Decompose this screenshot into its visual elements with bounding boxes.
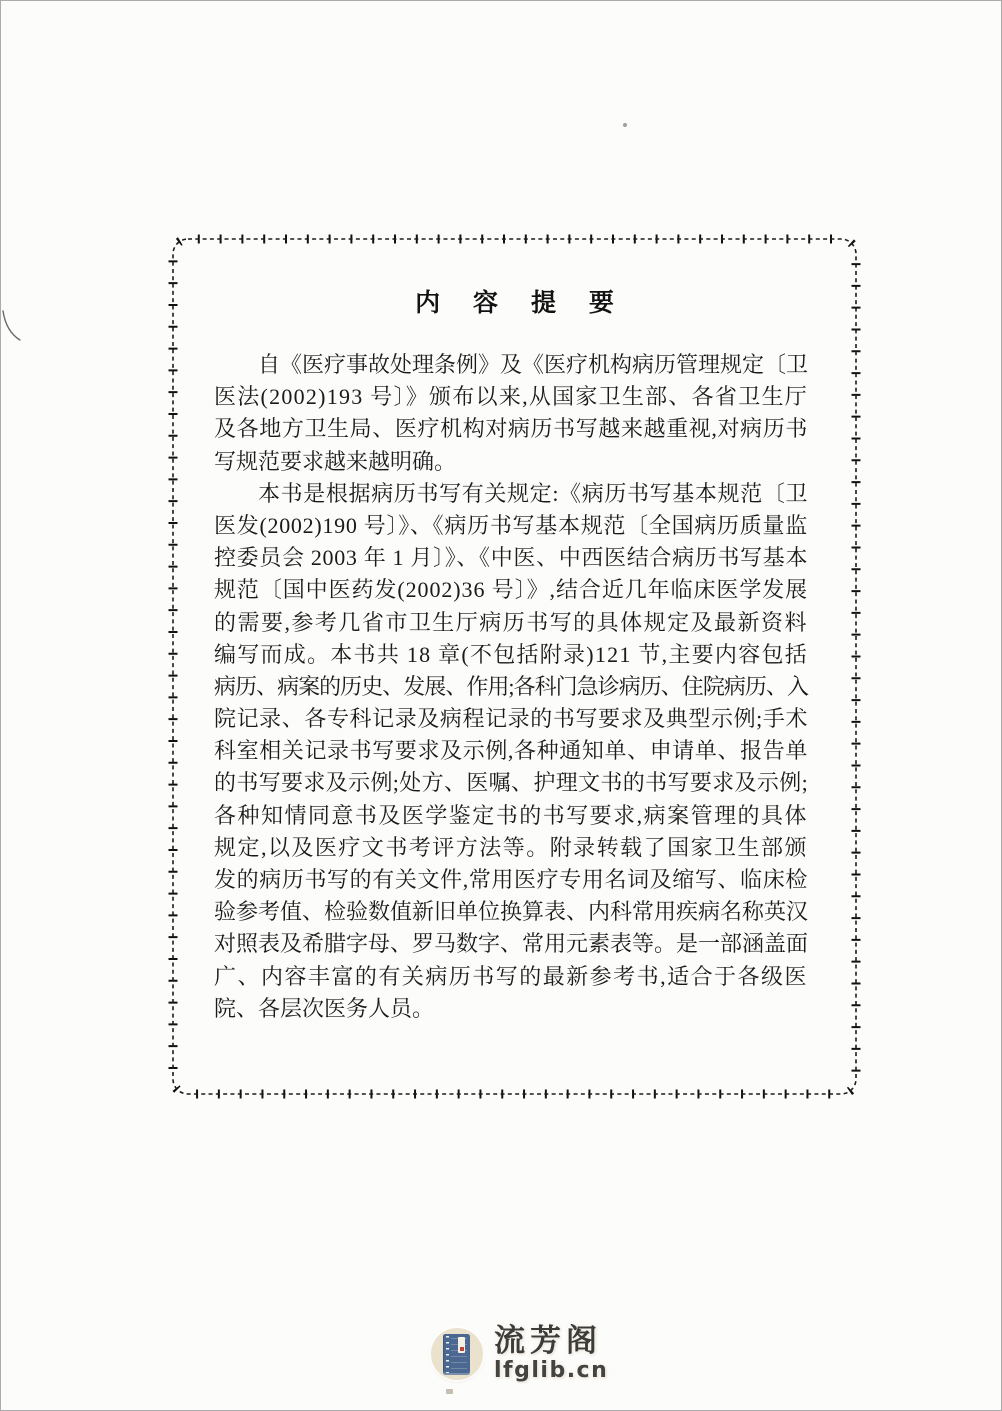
text-line [214,446,808,478]
text-line [214,735,808,767]
text-line [214,671,808,703]
text-line [214,800,808,832]
pen-stroke-artifact [1,297,23,349]
text-line-content: 发的病历书写的有关文件,常用医疗专用名词及缩写、临床检 [214,867,808,892]
text-line [214,607,808,639]
text-line-content: 验参考值、检验数值新旧单位换算表、内科常用疾病名称英汉 [214,899,809,925]
text-line-content: 规范〔国中医药发(2002)36 号〕》,结合近几年临床医学发展 [214,577,809,603]
text-line-content: 的书写要求及示例;处方、医嘱、护理文书的书写要求及示例; [214,770,809,796]
text-line [214,381,808,413]
watermark-site-name: 流芳阁 [494,1323,602,1358]
text-line-content: 院记录、各专科记录及病程记录的书写要求及典型示例;手术 [214,706,809,732]
text-line [214,896,808,928]
text-line-content: 对照表及希腊字母、罗马数字、常用元素表等。是一部涵盖面 [214,931,809,957]
text-line [214,574,808,606]
text-line-content: 医法(2002)193 号〕》颁布以来,从国家卫生部、各省卫生厅 [214,384,808,410]
text-line [258,478,808,510]
summary-text [214,349,808,1025]
text-line-content: 控委员会 2003 年 1 月〕》、《中医、中西医结合病历书写基本 [214,545,809,571]
text-line [214,639,808,671]
page-title: 内 容 提 要 [415,289,627,317]
book-cover [443,1334,470,1375]
summary-box [168,234,861,1099]
text-line-content: 医发(2002)190 号〕》、《病历书写基本规范〔全国病历质量监 [214,512,808,538]
text-line [214,832,808,864]
text-line [214,510,808,542]
text-line [214,542,808,574]
text-line-content: 本书是根据病历书写有关规定:《病历书写基本规范〔卫 [258,480,809,506]
book-title-label [458,1337,465,1353]
thread-bound-book-icon [431,1328,483,1380]
paper-fleck-artifact [446,1389,453,1394]
text-line [214,767,808,799]
book-spine-stitches [446,1336,449,1373]
text-line-content: 科室相关记录书写要求及示例,各种通知单、申请单、报告单 [214,738,808,764]
text-line [214,703,808,735]
text-line-content: 编写而成。本书共 18 章(不包括附录)121 节,主要内容包括 [214,641,808,667]
text-line [214,993,808,1025]
text-line-content: 的需要,参考几省市卫生厅病历书写的具体规定及最新资料 [214,609,808,635]
text-line [214,413,808,445]
text-line-content: 及各地方卫生局、医疗机构对病历书写越来越重视,对病历书 [214,416,808,442]
text-line-content: 院、各层次医务人员。 [214,995,435,1021]
text-line-content: 自《医疗事故处理条例》及《医疗机构病历管理规定〔卫 [258,352,809,377]
text-line-content: 广、内容丰富的有关病历书写的最新参考书,适合于各级医 [214,963,808,989]
text-line-content: 各种知情同意书及医学鉴定书的书写要求,病案管理的具体 [214,802,808,828]
text-line [214,864,808,896]
text-line-content: 写规范要求越来越明确。 [214,448,457,474]
watermark-domain: lfglib.cn [494,1358,609,1383]
text-line-content: 病历、病案的历史、发展、作用;各科门急诊病历、住院病历、入 [214,673,808,699]
text-line [258,349,808,381]
ink-dot-artifact [623,123,627,127]
watermark [431,1325,608,1382]
text-line [214,961,808,993]
text-line-content: 规定,以及医疗文书考评方法等。附录转载了国家卫生部颁 [214,834,808,860]
text-line [214,928,808,960]
watermark-text [494,1325,608,1382]
